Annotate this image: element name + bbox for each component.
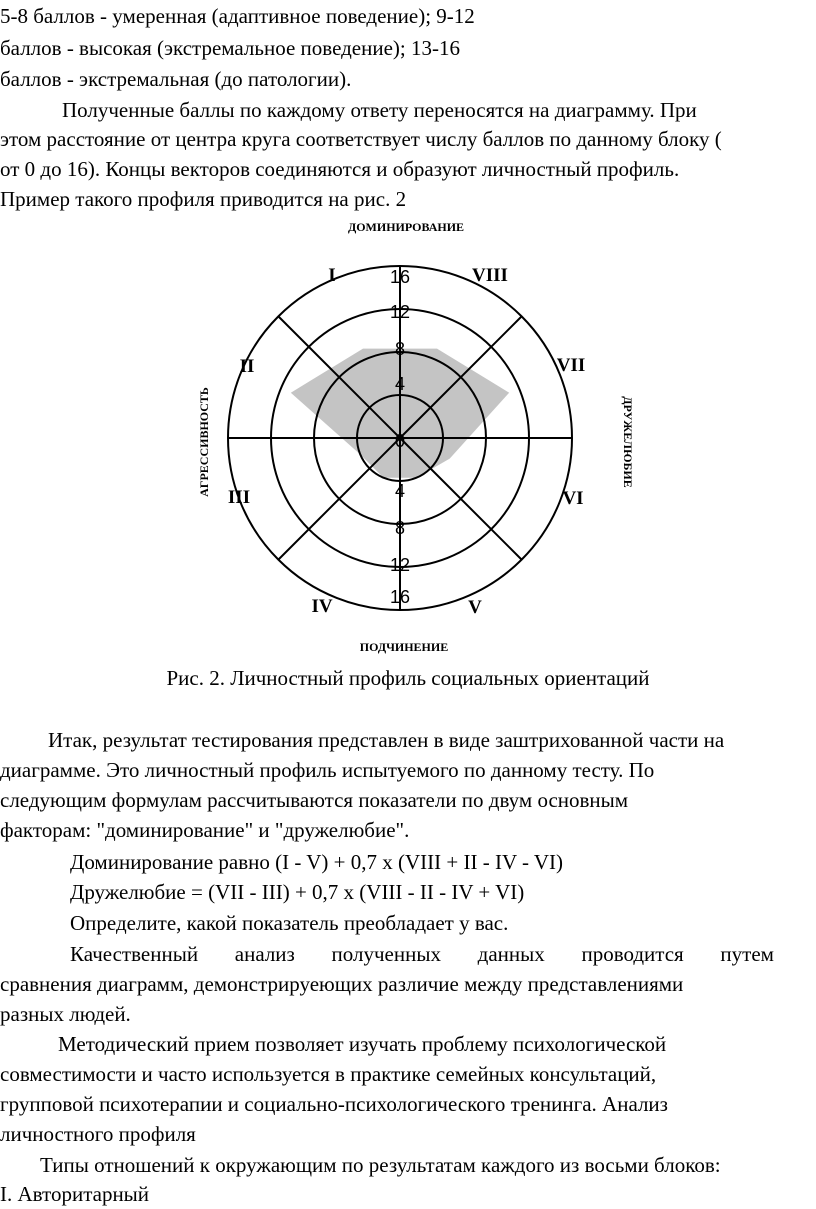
- paragraph4-line-1: Методический прием позволяет изучать проблему психологической: [58, 1032, 667, 1056]
- intro-line-3: баллов - экстремальная (до патологии).: [0, 67, 352, 91]
- sector-label-IV: IV: [311, 596, 333, 617]
- tick-lower-8: 8: [394, 518, 406, 538]
- paragraph1-line-4: Пример такого профиля приводится на рис. 2: [0, 187, 407, 211]
- paragraph2-line-3: следующим формулам рассчитываются показатели по двум основным: [0, 788, 629, 812]
- paragraph3-line-1: [70, 944, 774, 965]
- tick-lower-4: 4: [394, 481, 406, 501]
- formula-dominance: Доминирование равно (I - V) + 0,7 х (VIII + II - IV - VI): [70, 850, 564, 874]
- sector-label-II: II: [239, 356, 255, 377]
- list-item-authoritarian: I. Авторитарный: [0, 1182, 150, 1206]
- paragraph2-line-2: диаграмме. Это личностный профиль испытуемого по данному тесту. По: [0, 758, 655, 782]
- paragraph3-word-1: Качественный: [70, 942, 199, 966]
- intro-line-2: баллов - высокая (экстремальное поведение); 13-16: [0, 36, 461, 60]
- paragraph3-word-3: полученных: [331, 942, 441, 966]
- tick-upper-4: 4: [394, 374, 406, 394]
- paragraph4-line-3: групповой психотерапии и социально-психологического тренинга. Анализ: [0, 1092, 668, 1116]
- tick-upper-8: 8: [394, 339, 406, 359]
- sector-label-VI: VI: [562, 488, 584, 509]
- paragraph3-word-4: данных: [477, 942, 545, 966]
- paragraph1-line-2: этом расстояние от центра круга соответствует числу баллов по данному блоку (: [0, 127, 722, 151]
- tick-lower-16: 16: [389, 587, 411, 607]
- paragraph5-line: Типы отношений к окружающим по результатам каждого из восьми блоков:: [40, 1153, 721, 1177]
- paragraph3-word-6: путем: [720, 942, 774, 966]
- label-submission: ПОДЧИНЕНИЕ: [359, 640, 449, 654]
- sector-label-I: I: [328, 265, 336, 286]
- personality-profile-diagram: [170, 210, 640, 660]
- formula-friendliness: Дружелюбие = (VII - III) + 0,7 х (VIII - II - IV + VI): [70, 880, 525, 904]
- paragraph1-line-3: от 0 до 16). Концы векторов соединяются и образуют личностный профиль.: [0, 157, 680, 181]
- sector-label-VII: VII: [556, 355, 586, 376]
- paragraph2-line-1: Итак, результат тестирования представлен в виде заштрихованной части на: [48, 728, 725, 752]
- paragraph1-line-1: Полученные баллы по каждому ответу переносятся на диаграмму. При: [62, 98, 697, 122]
- paragraph3-line-2: сравнения диаграмм, демонстрируеющих различие между представлениями: [0, 972, 684, 996]
- paragraph4-line-4: личностного профиля: [0, 1122, 196, 1146]
- sector-label-III: III: [227, 487, 251, 508]
- figure-caption: Рис. 2. Личностный профиль социальных ориентаций: [166, 666, 650, 690]
- paragraph3-word-2: анализ: [234, 942, 295, 966]
- paragraph3-line-3: разных людей.: [0, 1002, 131, 1026]
- sector-label-VIII: VIII: [472, 265, 508, 286]
- tick-center-0: 0: [394, 431, 406, 451]
- label-friendliness: ДРУЖЕЛЮБИЕ: [621, 396, 635, 488]
- spoke-225: [278, 438, 400, 560]
- paragraph4-line-2: совместимости и часто используется в практике семейных консультаций,: [0, 1062, 657, 1086]
- tick-lower-12: 12: [389, 555, 411, 575]
- question-line: Определите, какой показатель преобладает у вас.: [70, 911, 509, 935]
- sector-label-V: V: [468, 597, 482, 618]
- paragraph2-line-4: факторам: "доминирование" и "дружелюбие".: [0, 818, 410, 842]
- paragraph3-word-5: проводится: [581, 942, 684, 966]
- intro-line-1: 5-8 баллов - умеренная (адаптивное поведение); 9-12: [0, 4, 475, 28]
- label-aggressiveness: АГРЕССИВНОСТЬ: [197, 387, 211, 497]
- label-dominance: ДОМИНИРОВАНИЕ: [347, 220, 465, 234]
- tick-upper-16: 16: [389, 267, 411, 287]
- tick-upper-12: 12: [389, 302, 411, 322]
- spoke-315: [400, 438, 522, 560]
